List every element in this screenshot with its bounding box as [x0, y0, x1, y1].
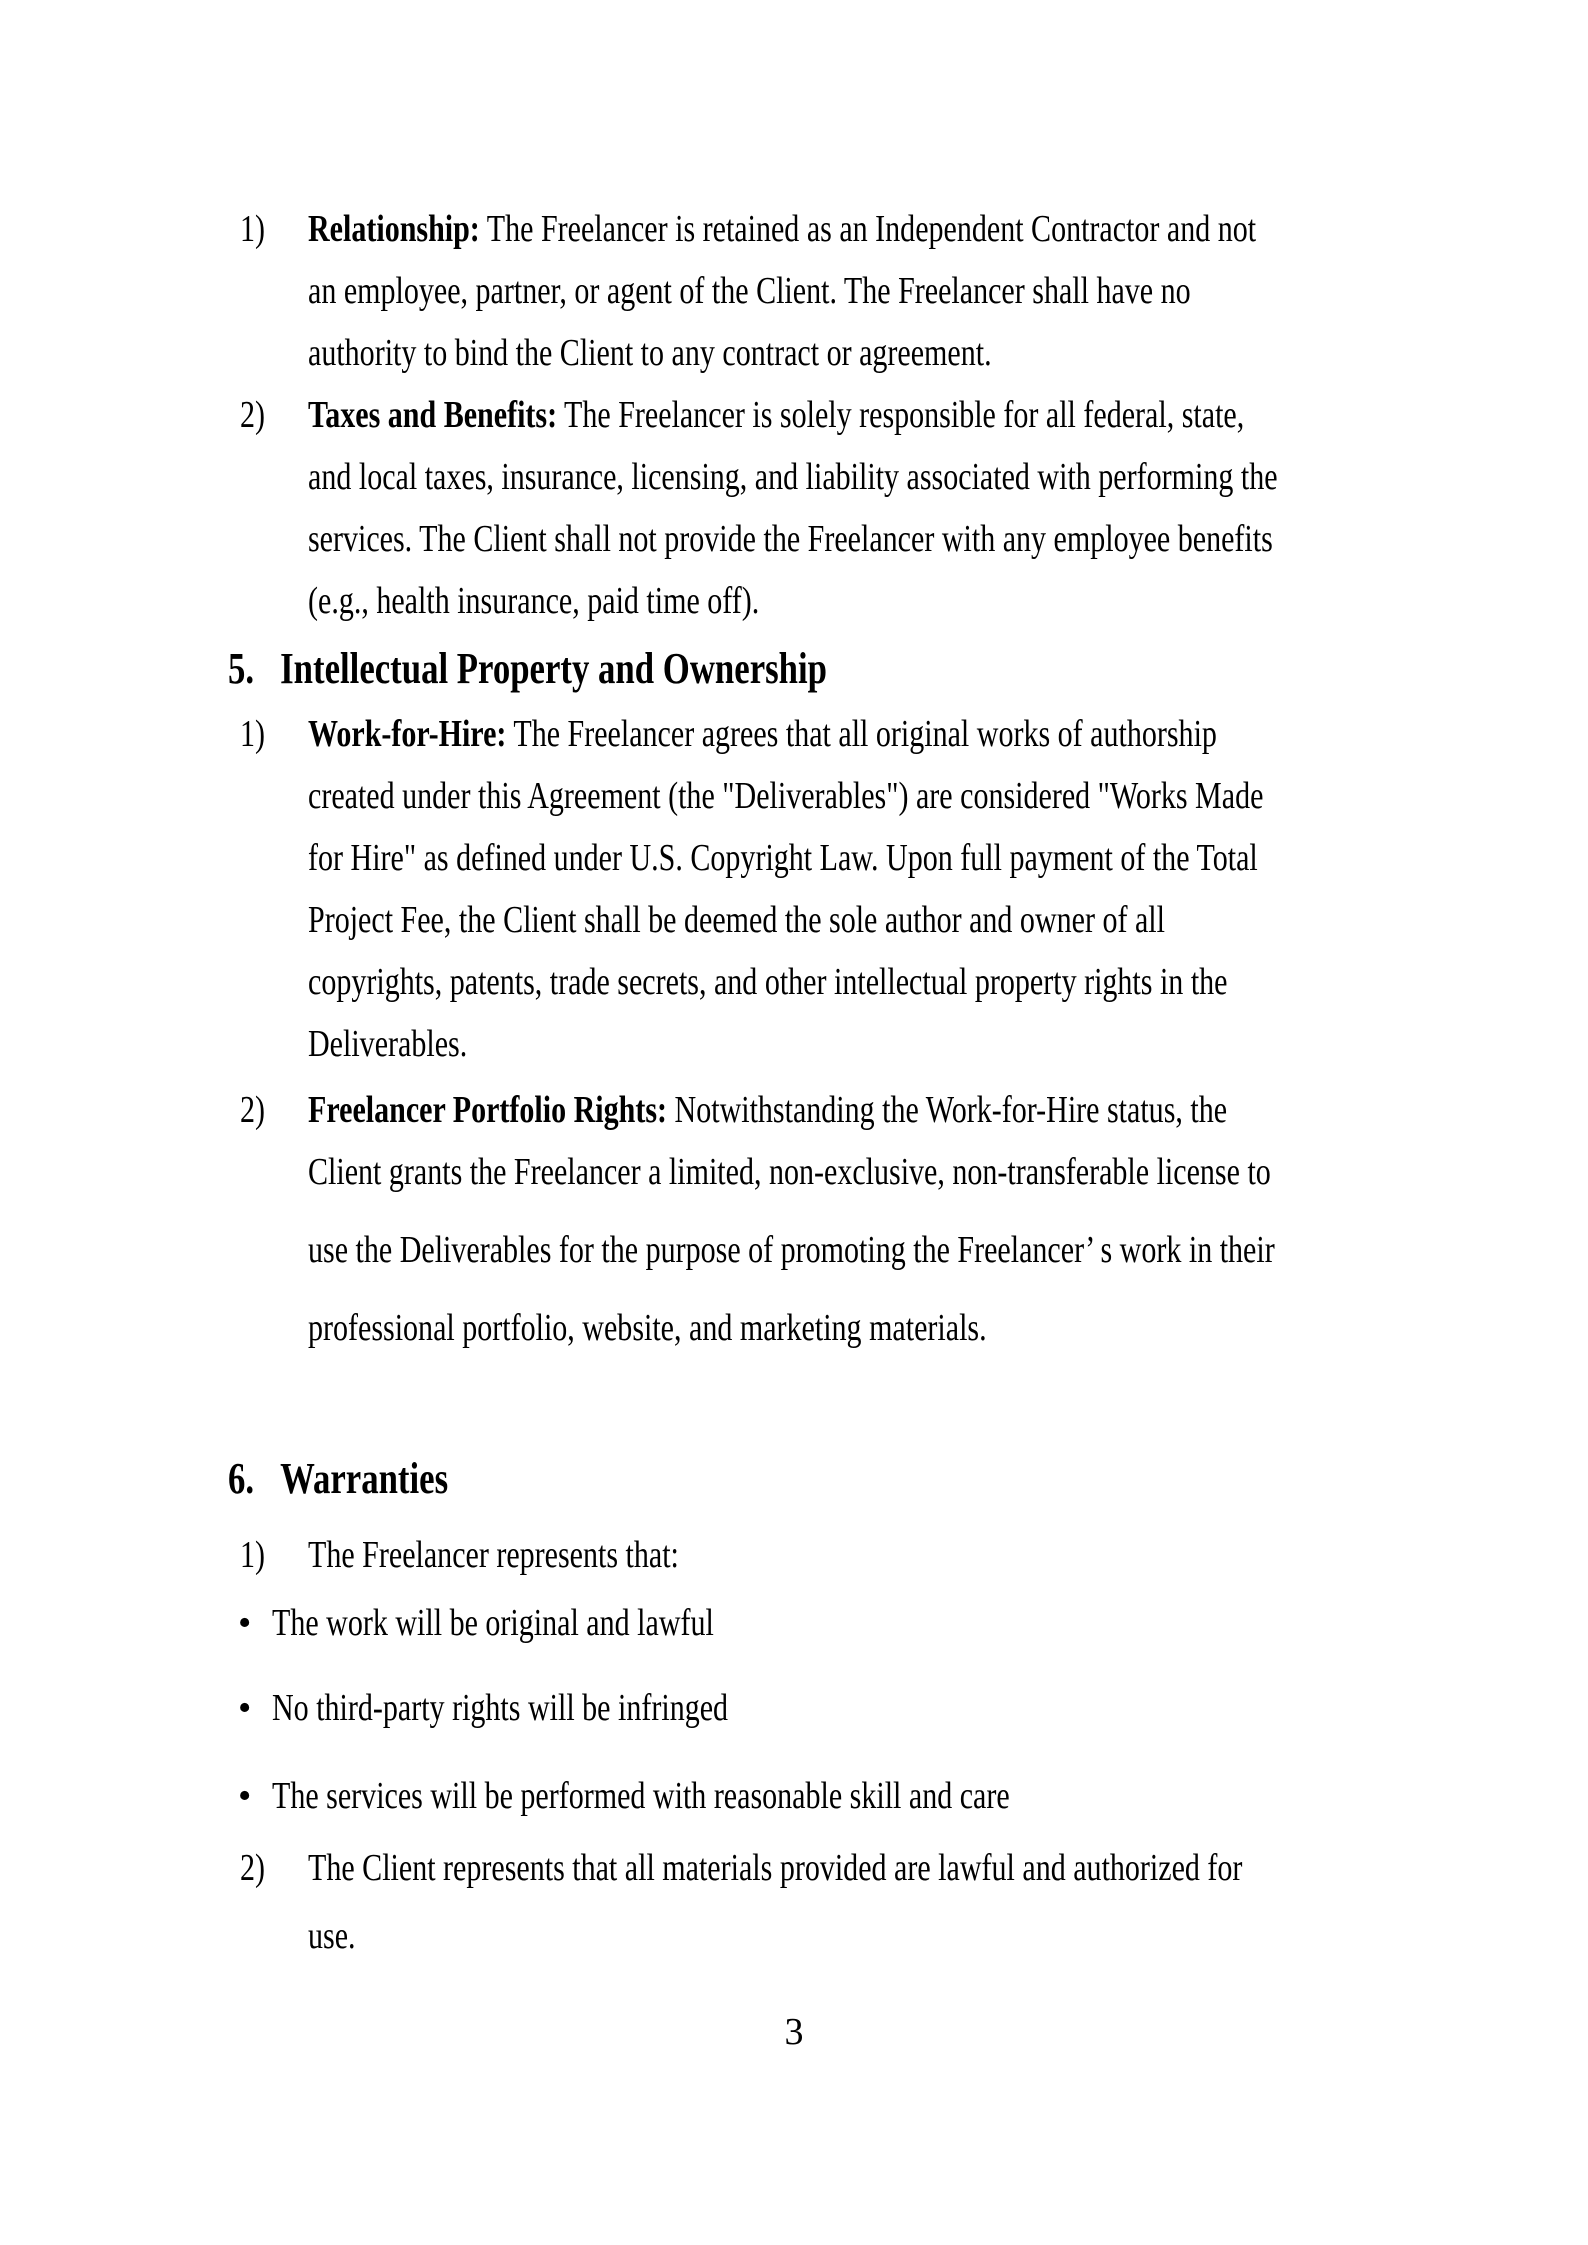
bullet-text: No third-party rights will be infringed: [272, 1687, 729, 1729]
text-line: use.: [308, 1915, 356, 1957]
section-number: 5.: [228, 644, 255, 693]
clause-text: The Freelancer is solely responsible for all federal, state,: [557, 394, 1245, 436]
text-line: Client grants the Freelancer a limited, non-exclusive, non-transferable license to: [308, 1151, 1271, 1193]
text-line: professional portfolio, website, and marketing materials.: [308, 1307, 987, 1349]
clause-label: Relationship:: [308, 208, 480, 250]
text-line: copyrights, patents, trade secrets, and other intellectual property rights in the: [308, 961, 1228, 1003]
bullet-text: The services will be performed with reasonable skill and care: [272, 1775, 1010, 1817]
list-number: 1): [240, 713, 266, 755]
clause-label: Work-for-Hire:: [308, 713, 507, 755]
section-title: Warranties: [280, 1454, 449, 1503]
bullet-icon: •: [238, 1687, 252, 1729]
text-line: created under this Agreement (the "Deliverables") are considered "Works Made: [308, 775, 1264, 817]
text-line: (e.g., health insurance, paid time off).: [308, 580, 760, 622]
text-line: The Freelancer represents that:: [308, 1534, 679, 1576]
list-number: 2): [240, 1847, 266, 1889]
text-line: [308, 208, 1256, 252]
clause-text: The Freelancer is retained as an Independent Contractor and not: [479, 208, 1257, 250]
section-5-heading: [228, 645, 827, 693]
text-line: services. The Client shall not provide the Freelancer with any employee benefits: [308, 518, 1273, 560]
list-number: 1): [240, 208, 266, 250]
text-line: an employee, partner, or agent of the Client. The Freelancer shall have no: [308, 270, 1191, 312]
bullet-text: The work will be original and lawful: [272, 1602, 714, 1644]
text-line: Deliverables.: [308, 1023, 468, 1065]
clause-label: Freelancer Portfolio Rights:: [308, 1089, 668, 1131]
section-title: Intellectual Property and Ownership: [280, 644, 827, 693]
text-line: use the Deliverables for the purpose of promoting the Freelancer’ s work in their: [308, 1229, 1275, 1271]
text-line: [308, 1089, 1227, 1133]
bullet-icon: •: [238, 1775, 252, 1817]
clause-label: Taxes and Benefits:: [308, 394, 558, 436]
text-line: Project Fee, the Client shall be deemed the sole author and owner of all: [308, 899, 1165, 941]
text-line: authority to bind the Client to any contract or agreement.: [308, 332, 992, 374]
bullet-icon: •: [238, 1602, 252, 1644]
text-line: and local taxes, insurance, licensing, and liability associated with performing the: [308, 456, 1278, 498]
text-line: [308, 394, 1244, 438]
clause-text: The Freelancer agrees that all original works of authorship: [506, 713, 1217, 755]
text-line: for Hire" as defined under U.S. Copyright Law. Upon full payment of the Total: [308, 837, 1258, 879]
clause-text: Notwithstanding the Work-for-Hire status, the: [667, 1089, 1228, 1131]
list-number: 1): [240, 1534, 266, 1576]
list-number: 2): [240, 394, 266, 436]
text-line: The Client represents that all materials provided are lawful and authorized for: [308, 1847, 1243, 1889]
text-line: [308, 713, 1217, 757]
page-number: 3: [784, 2011, 804, 2053]
section-6-heading: [228, 1455, 448, 1503]
section-number: 6.: [228, 1454, 255, 1503]
list-number: 2): [240, 1089, 266, 1131]
